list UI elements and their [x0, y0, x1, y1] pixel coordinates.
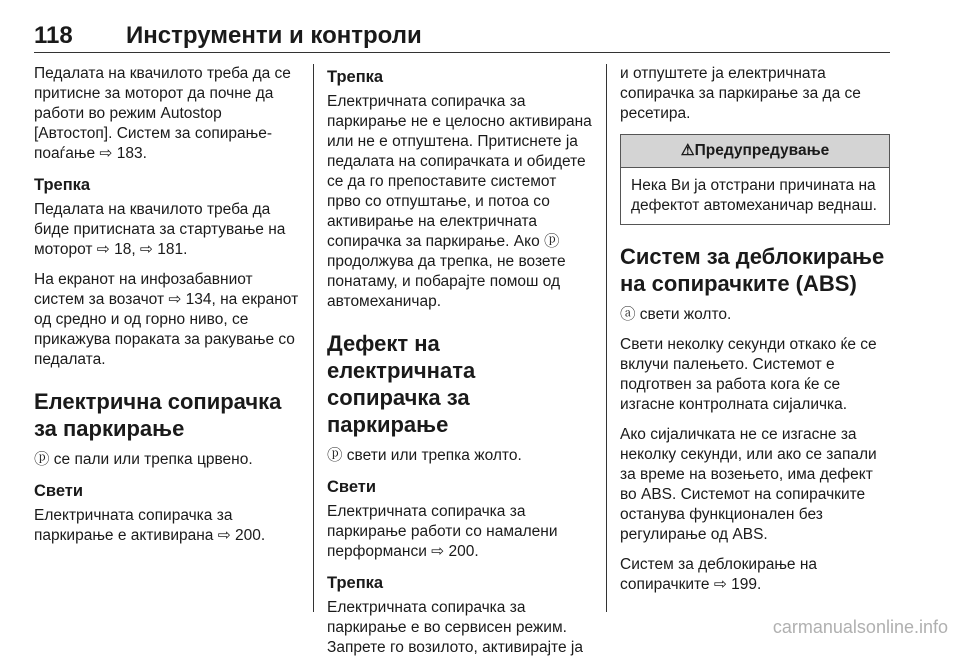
paragraph: Педалата на квачилото треба да биде притисната за стартување на моторот ⇨ 18, ⇨ 181.: [34, 201, 286, 258]
paragraph: Свети неколку секунди откако ќе се вклучи палењето. Системот е подготвен за работа кога ќе се изгасне контролната сијаличка.: [620, 336, 877, 413]
paragraph: Ако сијаличката не се изгасне за неколку секунди, или ако се запали за време на возењето, има дефект во ABS. Системот на сопирачките останува функционален без регулирање од ABS.: [620, 426, 877, 543]
paragraph: Педалата на квачилото треба да се притисне за моторот да почне да работи во режим Autostop [Автостоп]. Систем за сопирање-поаѓање ⇨ 183.: [34, 65, 291, 162]
warning-title: ⚠Предупредување: [621, 135, 889, 168]
page-title: Инструменти и контроли: [126, 22, 422, 49]
paragraph: Електричната сопирачка за паркирање е во сервисен режим. Запрете го возилото, активирајте ја: [327, 599, 583, 656]
subheading: Трепка: [327, 574, 384, 592]
column-divider: [606, 64, 607, 612]
column-2: [327, 64, 593, 668]
section-heading: Систем за деблокирање на сопирачките (ABS): [620, 244, 885, 296]
page-number: 118: [34, 22, 73, 49]
warning-box: [620, 134, 890, 225]
paragraph: ⓟ се пали или трепка црвено.: [34, 451, 253, 468]
section-heading: Дефект на електричната сопирачка за паркирање: [327, 331, 476, 437]
subheading: Свети: [327, 478, 377, 496]
subheading: Трепка: [327, 68, 384, 86]
paragraph: ⓐ свети жолто.: [620, 306, 732, 323]
column-3: [620, 64, 890, 605]
page-header: [34, 16, 890, 53]
subheading: Трепка: [34, 176, 91, 194]
paragraph: Електричната сопирачка за паркирање е активирана ⇨ 200.: [34, 507, 266, 544]
paragraph: Електричната сопирачка за паркирање не е целосно активирана или не е отпуштена. Притиснете ја педалата на сопирачката и обидете се да го препоставите системот прво со отпуштање, и потоа со активирање на електричната сопирачка за паркирање. Ако ⓟ продолжува да трепка, не возете понатаму, и побарајте помош од автомеханичар.: [327, 93, 592, 310]
section-heading: Електрична сопирачка за паркирање: [34, 389, 282, 441]
column-1: [34, 64, 300, 556]
paragraph: Електричната сопирачка за паркирање работи со намалени перформанси ⇨ 200.: [327, 503, 558, 560]
paragraph: и отпуштете ја електричната сопирачка за паркирање за да се ресетира.: [620, 65, 861, 122]
subheading: Свети: [34, 482, 84, 500]
watermark: carmanualsonline.info: [772, 617, 948, 637]
paragraph: Систем за деблокирање на сопирачките ⇨ 199.: [620, 556, 818, 593]
paragraph: На екранот на инфозабавниот систем за возачот ⇨ 134, на екранот од средно и од горно ниво, се прикажува пораката за ракување со педалата.: [34, 271, 299, 368]
warning-text: Нека Ви ја отстрани причината на дефектот автомеханичар веднаш.: [631, 177, 877, 214]
column-divider: [313, 64, 314, 612]
paragraph: ⓟ свети или трепка жолто.: [327, 447, 522, 464]
